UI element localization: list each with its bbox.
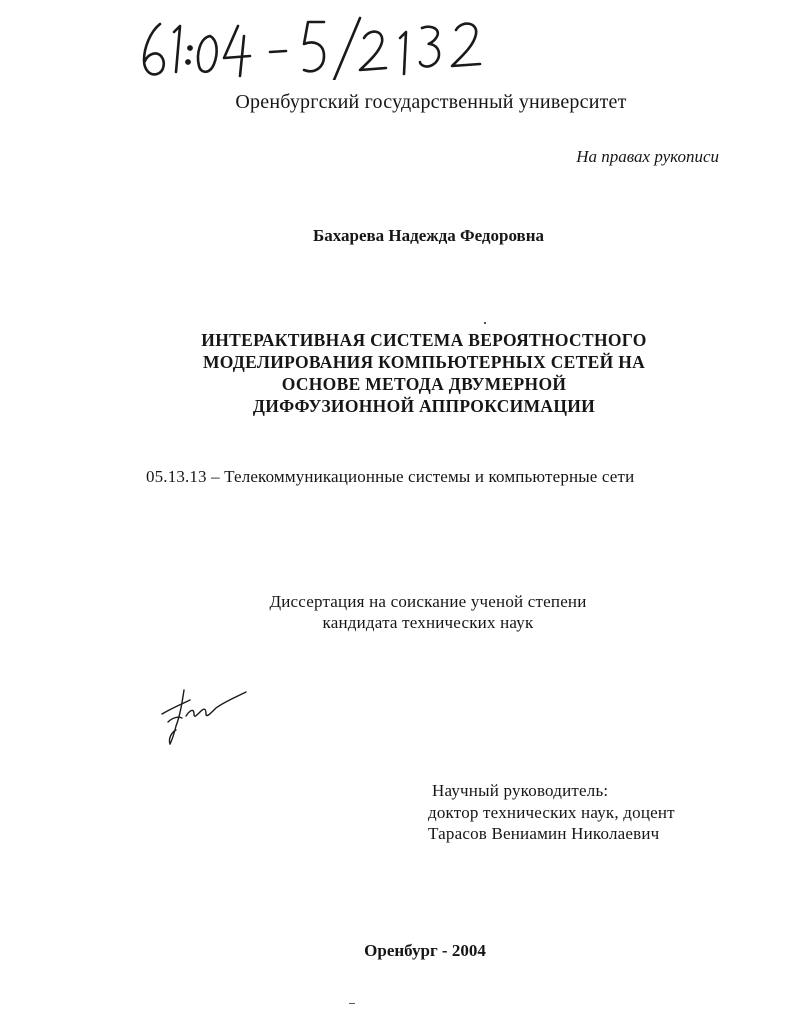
scan-speck bbox=[484, 322, 486, 324]
specialty-code: 05.13.13 – Телекоммуникационные системы и компьютерные сети bbox=[146, 467, 635, 486]
supervisor-degree: доктор технических наук, доцент bbox=[428, 802, 675, 822]
title-line: ДИФФУЗИОННОЙ АППРОКСИМАЦИИ bbox=[252, 396, 596, 416]
dissertation-title bbox=[0, 329, 794, 417]
title-line: ОСНОВЕ МЕТОДА ДВУМЕРНОЙ bbox=[281, 374, 567, 394]
city-year: Оренбург - 2004 bbox=[364, 941, 486, 960]
author-name: Бахарева Надежда Федоровна bbox=[312, 226, 545, 245]
supervisor-name: Тарасов Вениамин Николаевич bbox=[428, 824, 660, 843]
signature bbox=[158, 686, 250, 746]
degree-line: Диссертация на соискание ученой степени bbox=[269, 592, 587, 611]
rights-note: На правах рукописи bbox=[576, 147, 719, 166]
supervisor-label: Научный руководитель: bbox=[432, 781, 609, 800]
degree-line: кандидата технических наук bbox=[322, 613, 534, 632]
university-name: Оренбургский государственный университет bbox=[235, 91, 627, 113]
title-line: МОДЕЛИРОВАНИЯ КОМПЬЮТЕРНЫХ СЕТЕЙ НА bbox=[202, 352, 646, 372]
supervisor-block bbox=[428, 780, 675, 845]
dissertation-degree bbox=[0, 591, 794, 633]
title-line: ИНТЕРАКТИВНАЯ СИСТЕМА ВЕРОЯТНОСТНОГО bbox=[201, 330, 647, 350]
handwritten-archive-number bbox=[138, 14, 488, 80]
scan-speck bbox=[349, 1003, 355, 1004]
